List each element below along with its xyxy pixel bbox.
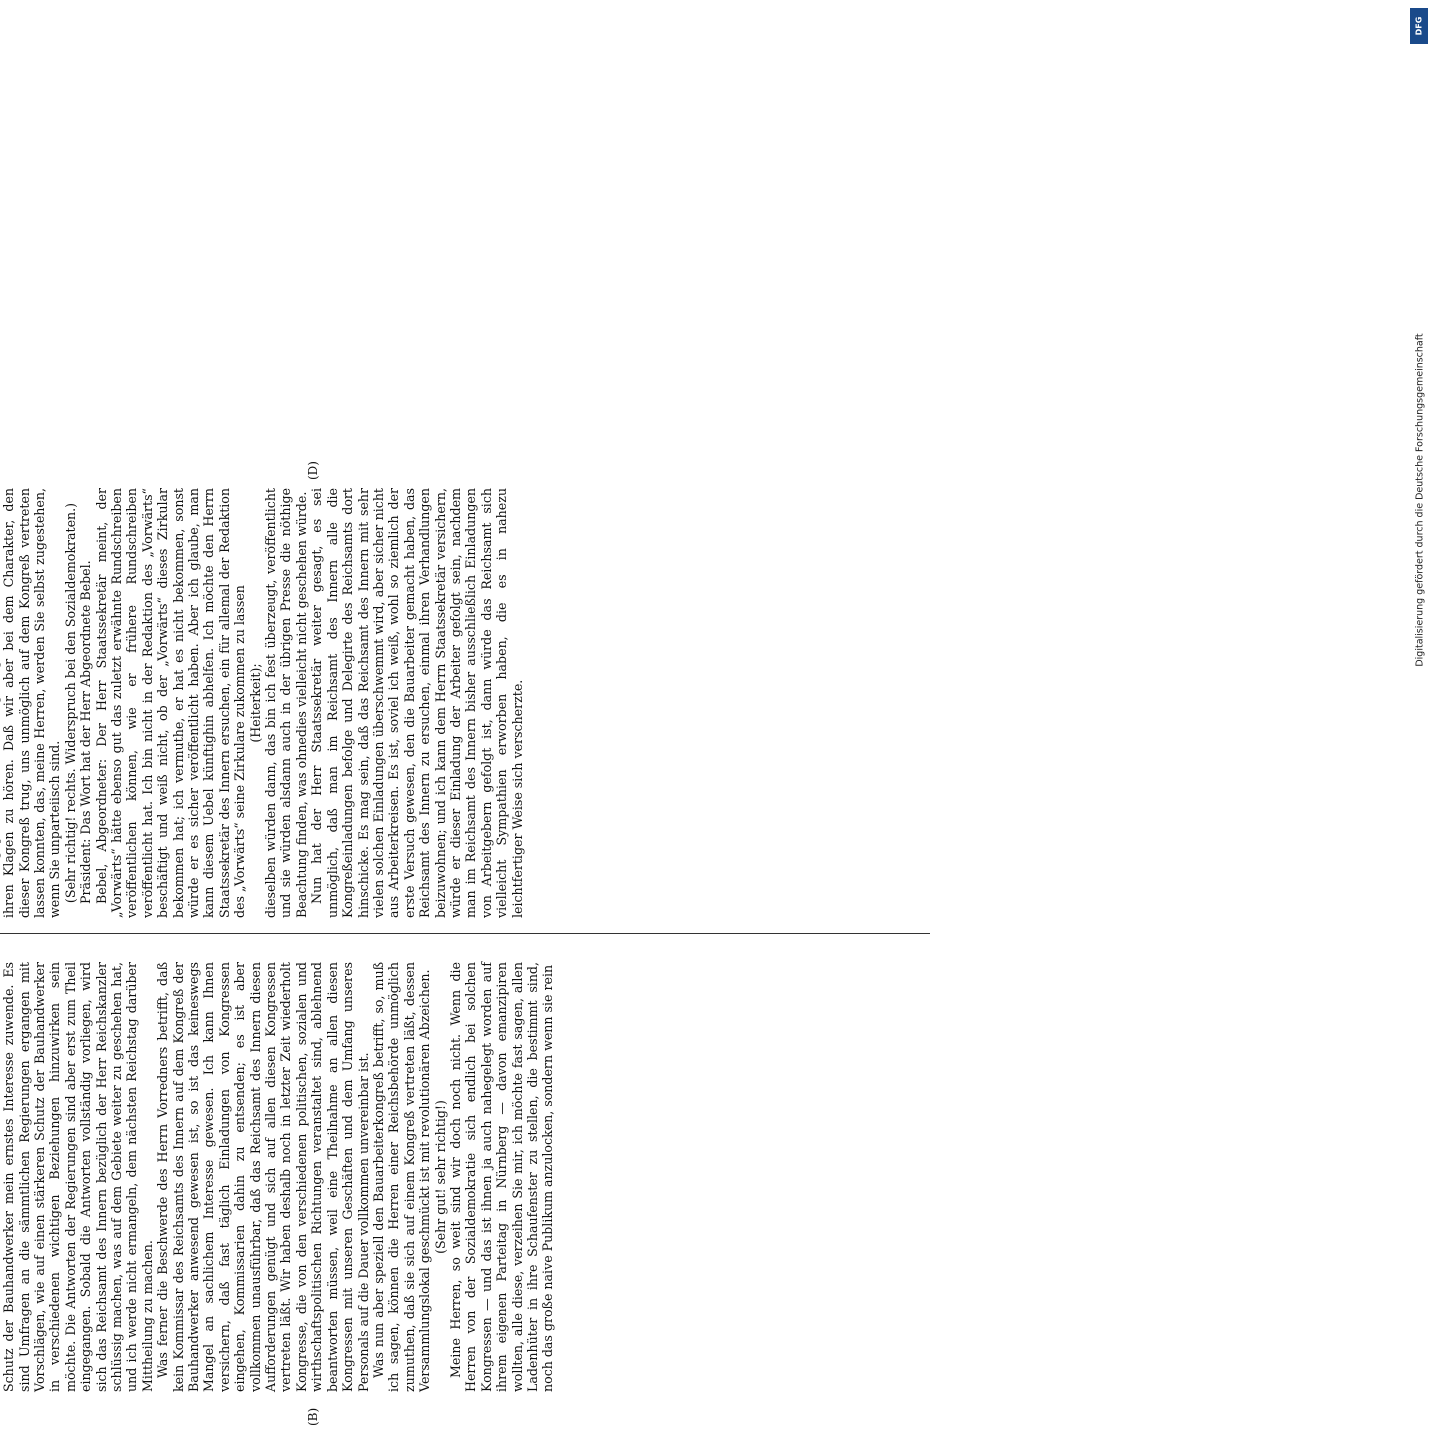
paragraph: dieselben würden dann, das bin ich fest überzeugt, veröffentlicht und sie würden alsdann auch in der übrigen Presse die nöthige Beachtung finden, was ohnedies vielleicht nicht geschehen würde. [263, 488, 309, 918]
paragraph: Was ferner die Beschwerde des Herrn Vorredners betrifft, daß kein Kommissar des Reichsamts des Innern auf dem Kongreß der Bauhandwerker anwesend gewesen ist, so ist das keineswegs Mangel an sachlichem Interesse gewesen. Ich kann Ihnen versichern, daß fast täglich Einladungen von Kongressen eingehen, Kommissarien dahin zu entsenden; es ist aber vollkommen unausführbar, daß das Reichsamt des Innern diesen Aufforderungen genügt und sich auf allen diesen Kongressen vertreten läßt. Wir haben deshalb noch in letzter Zeit wiederholt Kongresse, die von den verschiedenen politischen, sozialen und wirthschaftspolitischen Richtungen veranstaltet sind, ablehnend beantworten müssen, weil eine Theilnahme an allen diesen Kongressen mit unseren Geschäften und dem Umfang unseres Personals auf die Dauer vollkommen unvereinbar ist. [155, 962, 371, 1392]
paragraph: Bebel, Abgeordneter: Der Herr Staatssekretär meint, der „Vorwärts“ hätte ebenso gut das zuletzt erwähnte Rundschreiben veröffentlichen können, wie er frühere Rundschreiben veröffentlicht hat. Ich bin nicht in der Redaktion des „Vorwärts“ beschäftigt und weiß nicht, ob der „Vorwärts“ dieses Zirkular bekommen hat; ich vermuthe, er hat es nicht bekommen, sonst würde er es sicher veröffentlicht haben. Aber ich glaube, man kann diesem Uebel künftighin abhelfen. Ich möchte den Herrn Staatssekretär des Innern ersuchen, ein für allemal der Redaktion des „Vorwärts“ seine Zirkulare zukommen zu lassen [93, 488, 248, 918]
dfg-logo [1410, 8, 1428, 44]
interjection: (Sehr gut! sehr richtig!) [432, 1100, 448, 1254]
digitization-sidebar [1406, 0, 1434, 1000]
interjection: (Sehr richtig! rechts. Widerspruch bei den Sozialdemokraten.) [62, 502, 78, 904]
paragraph: Was nun aber speziell den Bauarbeiterkongreß betrifft, so, muß ich sagen, können die Herren einer Reichsbehörde unmöglich zumuthen, daß sie sich auf einem Kongreß vertreten läßt, dessen Versammlungslokal geschmückt ist mit revolutionären Abzeichen. [370, 962, 433, 1392]
paragraph: Schutz der Bauhandwerker mein ernstes Interesse zuwende. Es sind Umfragen an die sämmtlichen Regierungen ergangen mit Vorschlägen, wie auf einen stärkeren Schutz der Bauhandwerker in verschiedenen wichtigen Beziehungen hinzuwirken sein möchte. Die Antworten der Regierungen sind aber erst zum Theil eingegangen. Sobald die Antworten vollständig vorliegen, wird sich das Reichsamt des Innern bezüglich der Herr Reichskanzler schlüssig machen, was auf dem Gebiete weiter zu geschehen hat, und ich werde nicht ermangeln, dem nächsten Reichstag darüber Mittheilung zu machen. [1, 962, 155, 1392]
paragraph: ihren Klagen zu hören. Daß wir aber bei dem Charakter, den dieser Kongreß trug, uns unmöglich auf dem Kongreß vertreten lassen konnten, das, meine Herren, werden Sie selbst zugestehen, wenn Sie unparteiisch sind. [1, 488, 63, 918]
column-divider [0, 933, 930, 934]
interjection: (Heiterkeit); [247, 663, 263, 743]
funding-note: Digitalisierung gefördert durch die Deutsche Forschungsgemeinschaft [1414, 333, 1426, 667]
paragraph: Meine Herren, so weit sind wir doch noch nicht. Wenn die Herren von der Sozialdemokratie sich endlich bei solchen Kongressen — und das ist ihnen ja auch nahegelegt worden auf ihrem eigenen Parteitag in Nürnberg — davon emanzipiren wollten, alle diese, verzeihen Sie mir, ich möchte fast sagen, allen Ladenhüter in ihre Schaufenster zu stellen, die bestimmt sind, noch das große naive Publikum anzulocken, sondern wenn sie rein [447, 962, 556, 1392]
right-column [0, 488, 525, 918]
paragraph: Präsident: Das Wort hat der Herr Abgeordnete Bebel. [78, 560, 94, 904]
margin-mark-b: (B) [306, 1407, 320, 1426]
newspaper-page [0, 434, 1000, 1434]
left-column [0, 962, 556, 1392]
dfg-logo-text: DFG [1414, 16, 1424, 36]
margin-mark-d: (D) [306, 461, 320, 480]
paragraph: Nun hat der Herr Staatssekretär weiter gesagt, es sei unmöglich, daß man im Reichsamt des Innern alle die Kongreßeinladungen befolge und Delegirte des Reichsamts dort hinschicke. Es mag sein, daß das Reichsamt des Innern mit sehr vielen solchen Einladungen überschwemmt wird, aber sicher nicht aus Arbeiterkreisen. Es ist, soviel ich weiß, wohl so ziemlich der erste Versuch gewesen, den die Bauarbeiter gemacht haben, das Reichsamt des Innern zu ersuchen, einmal ihren Verhandlungen beizuwohnen; und ich kann dem Herrn Staatssekretär versichern, würde er dieser Einladung der Arbeiter gefolgt sein, nachdem man im Reichsamt des Innern bisher ausschließlich Einladungen von Arbeitgebern gefolgt ist, dann würde das Reichsamt sich vielleicht Sympathien erworben haben, die es in nahezu leichtfertiger Weise sich verscherzte. [309, 488, 525, 918]
